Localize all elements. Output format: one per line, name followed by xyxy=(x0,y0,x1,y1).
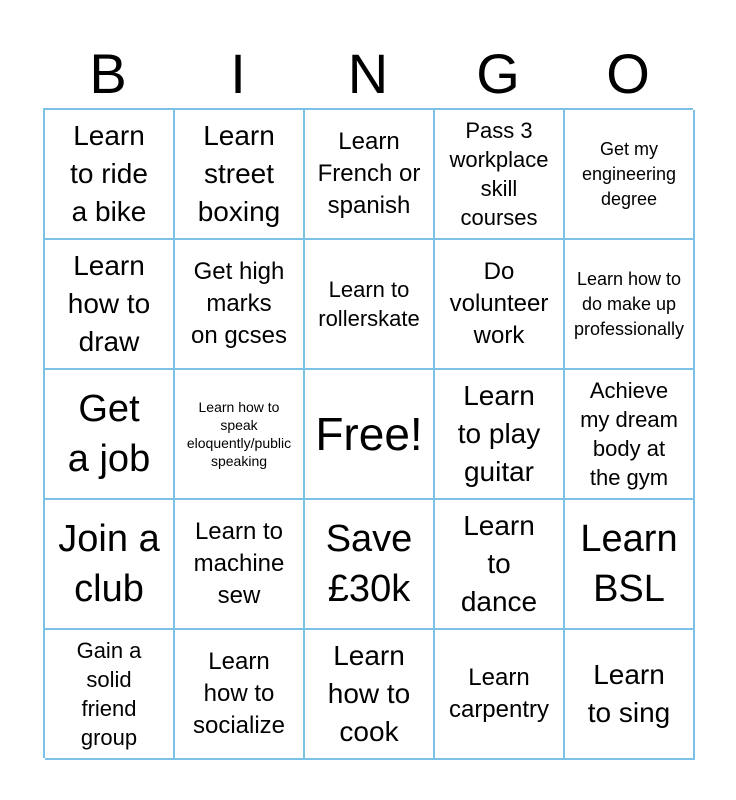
bingo-cell[interactable] xyxy=(305,240,435,370)
cell-label: Save £30k xyxy=(325,518,413,610)
cell-label: Learn to dance xyxy=(460,510,538,617)
cell-label: Learn carpentry xyxy=(448,664,550,723)
bingo-cell[interactable] xyxy=(435,370,565,500)
cell-label: Get high marks on gcses xyxy=(190,258,288,349)
header-letter-n: N xyxy=(347,42,389,105)
cell-label: Learn to rollerskate xyxy=(318,277,420,331)
bingo-cell[interactable] xyxy=(565,500,695,630)
cell-label: Join a club xyxy=(58,518,160,610)
header-letter-g: G xyxy=(476,42,520,105)
cell-label: Achieve my dream body at the gym xyxy=(580,378,678,490)
cell-label: Learn how to do make up professionally xyxy=(573,268,685,339)
bingo-cell[interactable] xyxy=(565,370,695,500)
bingo-cell[interactable] xyxy=(435,110,565,240)
bingo-cell[interactable] xyxy=(45,370,175,500)
cell-label: Learn how to draw xyxy=(67,250,151,357)
bingo-cell[interactable] xyxy=(45,240,175,370)
bingo-cell[interactable] xyxy=(175,500,305,630)
cell-label: Learn how to cook xyxy=(327,640,411,747)
bingo-cell[interactable] xyxy=(175,370,305,500)
bingo-cell[interactable] xyxy=(175,630,305,760)
cell-label: Get my engineering degree xyxy=(581,138,677,209)
cell-label: Do volunteer work xyxy=(449,258,549,349)
bingo-cell[interactable] xyxy=(435,630,565,760)
bingo-header xyxy=(43,40,693,108)
header-letter-o: O xyxy=(606,42,650,105)
cell-label: Learn French or spanish xyxy=(317,128,421,219)
cell-label: Free! xyxy=(315,408,423,460)
cell-label: Pass 3 workplace skill courses xyxy=(449,118,549,230)
bingo-cell[interactable] xyxy=(45,500,175,630)
cell-label: Gain a solid friend group xyxy=(76,638,142,750)
cell-label: Learn to sing xyxy=(587,659,671,728)
header-letter-b: B xyxy=(89,42,127,105)
bingo-cell[interactable] xyxy=(175,110,305,240)
bingo-cell[interactable] xyxy=(565,240,695,370)
cell-label: Learn to machine sew xyxy=(193,518,285,609)
bingo-cell[interactable] xyxy=(305,500,435,630)
bingo-cell[interactable] xyxy=(305,630,435,760)
bingo-cell[interactable] xyxy=(305,110,435,240)
bingo-cell[interactable] xyxy=(435,500,565,630)
cell-label: Get a job xyxy=(67,388,151,480)
cell-label: Learn to ride a bike xyxy=(70,120,148,227)
bingo-cell[interactable] xyxy=(45,630,175,760)
cell-label: Learn how to socialize xyxy=(192,648,286,739)
bingo-cell[interactable] xyxy=(45,110,175,240)
free-space-cell[interactable] xyxy=(305,370,435,500)
cell-label: Learn BSL xyxy=(580,518,678,610)
cell-label: Learn to play guitar xyxy=(457,380,541,487)
cell-label: Learn how to speak eloquently/public speaking xyxy=(186,399,292,469)
bingo-cell[interactable] xyxy=(565,110,695,240)
cell-label: Learn street boxing xyxy=(197,120,281,227)
bingo-board xyxy=(43,108,693,758)
bingo-cell[interactable] xyxy=(435,240,565,370)
bingo-cell[interactable] xyxy=(565,630,695,760)
header-letter-i: I xyxy=(230,42,246,105)
bingo-cell[interactable] xyxy=(175,240,305,370)
